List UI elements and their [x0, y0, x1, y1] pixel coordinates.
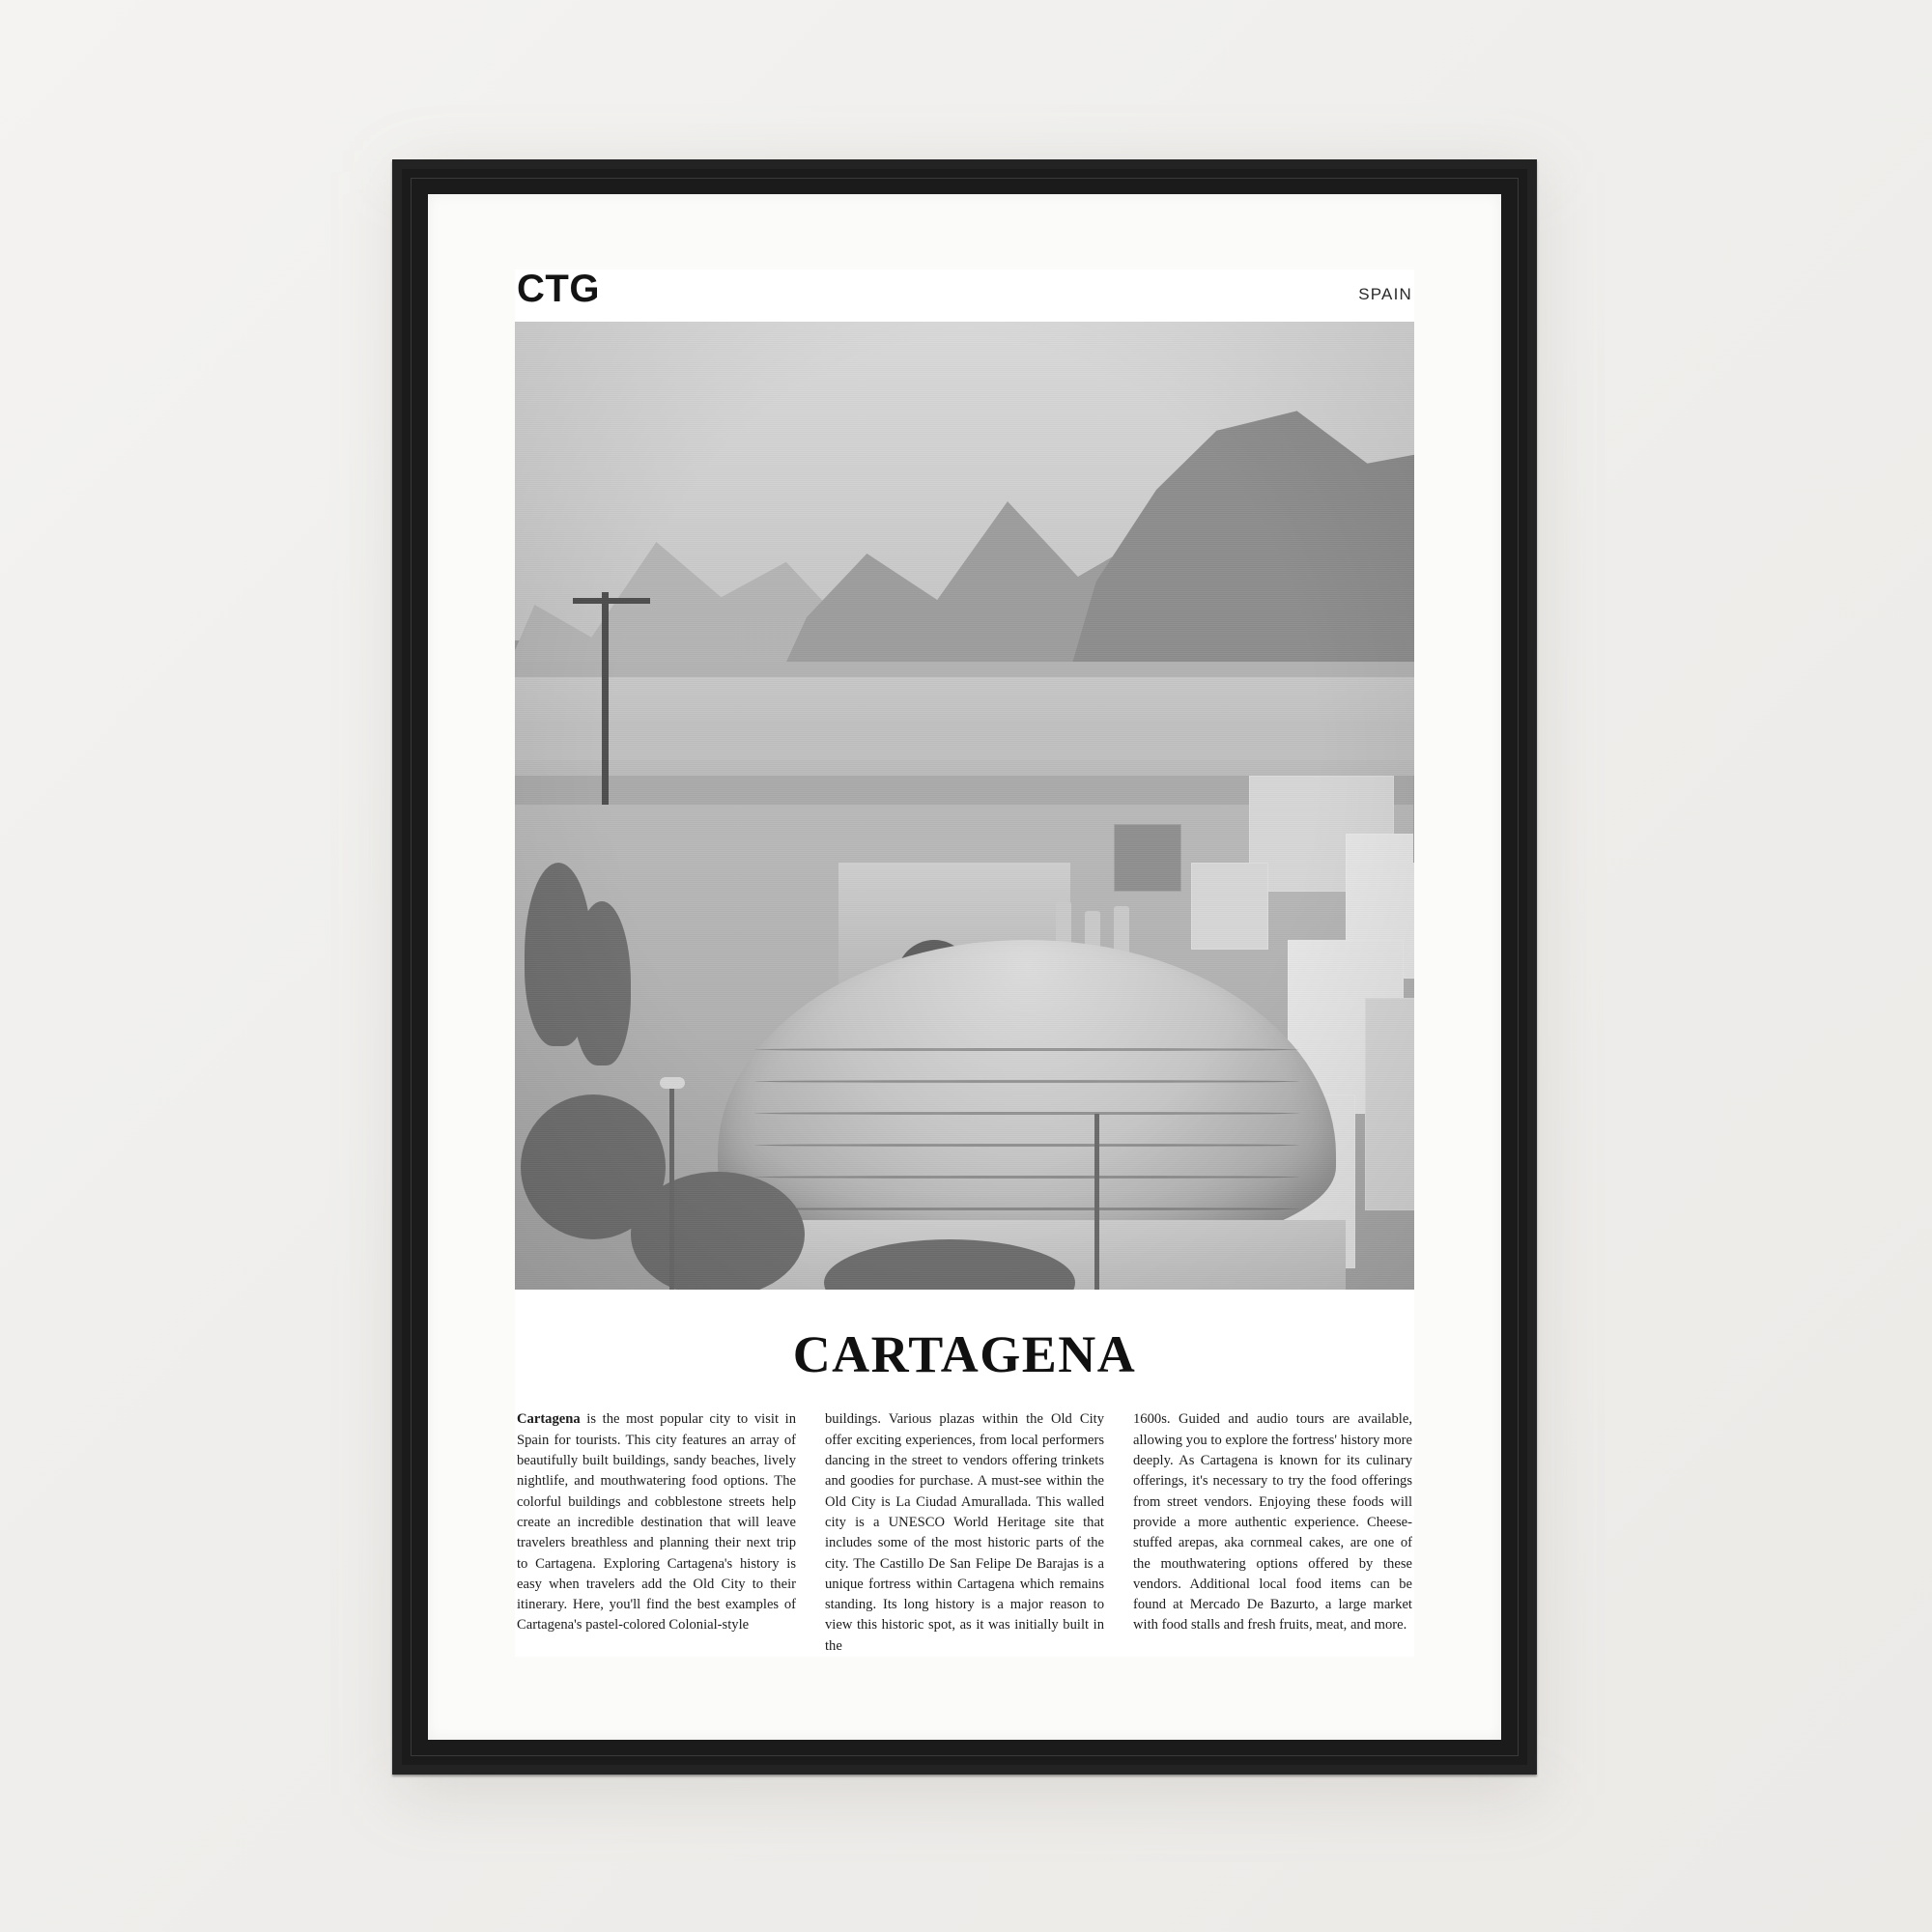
poster: [515, 270, 1414, 1657]
body-text: buildings. Various plazas within the Old City offer exciting experiences, from local performers dancing in the street to vendors offering trinkets and goodies for purchase. A must-see within the Old City is La Ciudad Amurallada. This walled city is a UNESCO World Heritage site that includes some of the most historic parts of the city. The Castillo De San Felipe De Barajas is a unique fortress within Cartagena which remains standing. Its long history is a major reason to view this historic spot, as it was initially built in the: [825, 1411, 1104, 1654]
street-lamp-post: [1094, 1114, 1099, 1290]
cypress-trees: [573, 901, 631, 1065]
body-column-3: [1133, 1409, 1412, 1657]
body-columns: [515, 1409, 1414, 1657]
theatre-tier: [754, 1144, 1298, 1147]
body-column-1: [517, 1409, 796, 1657]
building-block: [1413, 776, 1414, 863]
theatre-tier: [754, 1048, 1298, 1051]
building-block: [1114, 824, 1181, 892]
building-block: [1365, 998, 1414, 1210]
city-code: CTG: [517, 268, 600, 310]
street-lamp-post: [669, 1085, 674, 1290]
body-lead-in: Cartagena: [517, 1411, 581, 1428]
theatre-tier: [754, 1112, 1298, 1115]
poster-header: [515, 270, 1414, 322]
poster-photo: [515, 322, 1414, 1290]
shrubbery: [631, 1172, 805, 1290]
port-crane-arm: [573, 598, 650, 604]
theatre-tier: [754, 1208, 1298, 1210]
picture-frame: [392, 159, 1537, 1775]
page-title: CARTAGENA: [792, 1325, 1137, 1384]
theatre-tier: [754, 1080, 1298, 1083]
building-block: [1191, 863, 1268, 950]
theatre-tier: [754, 1176, 1298, 1179]
body-text: is the most popular city to visit in Spain for tourists. This city features an array of beautifully built buildings, sandy beaches, lively nightlife, and mouthwatering food options. The colorful buildings and cobblestone streets help create an incredible destination that will leave travelers breathless and planning their next trip to Cartagena. Exploring Cartagena's history is easy when travelers add the Old City to their itinerary. Here, you'll find the best examples of Cartagena's pastel-colored Colonial-style: [517, 1411, 796, 1634]
body-text: 1600s. Guided and audio tours are available, allowing you to explore the fortress' history more deeply. As Cartagena is known for its culinary offerings, it's necessary to try the food offerings from street vendors. Enjoying these foods will provide a more authentic experience. Cheese-stuffed arepas, aka cornmeal cakes, are one of the mouthwatering options offered by these vendors. Additional local food items can be found at Mercado De Bazurto, a large market with food stalls and fresh fruits, meat, and more.: [1133, 1411, 1412, 1634]
country-label: SPAIN: [1358, 285, 1412, 303]
port-crane-mast: [602, 592, 609, 834]
frame-mat: [428, 194, 1501, 1740]
street-lamp-head: [660, 1077, 685, 1089]
body-column-2: [825, 1409, 1104, 1657]
harbor-quay: [515, 722, 1414, 760]
